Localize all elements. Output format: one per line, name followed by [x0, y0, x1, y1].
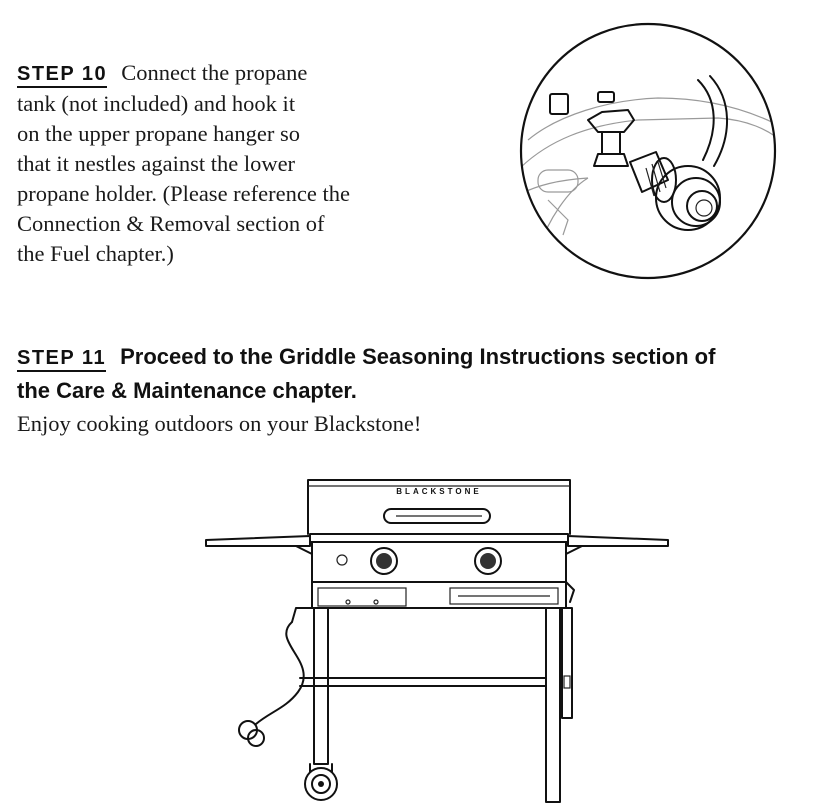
hood-logo-text: BLACKSTONE [396, 487, 482, 496]
propane-regulator-connection-icon [518, 20, 778, 282]
step-10-line-7: the Fuel chapter.) [17, 241, 174, 266]
step-11-label: STEP 11 [17, 347, 106, 372]
step-10-line-2: tank (not included) and hook it [17, 91, 296, 116]
step-11-block [17, 341, 823, 439]
step-10-line-3: on the upper propane hanger so [17, 121, 301, 146]
step-10-block [17, 58, 437, 269]
step-11-tagline: Enjoy cooking outdoors on your Blackstone! [17, 411, 422, 436]
griddle-station-icon [200, 472, 672, 806]
step-10-line-6: Connection & Removal section of [17, 211, 325, 236]
step-11-heading-line-2: the Care & Maintenance chapter. [17, 378, 357, 403]
step-10-label: STEP 10 [17, 63, 107, 88]
step-10-line-4: that it nestles against the lower [17, 151, 296, 176]
step-11-heading-line-1: Proceed to the Griddle Seasoning Instructions section of [120, 344, 716, 369]
step-10-line-1: Connect the propane [121, 60, 308, 85]
step-10-line-5: propane holder. (Please reference the [17, 181, 350, 206]
